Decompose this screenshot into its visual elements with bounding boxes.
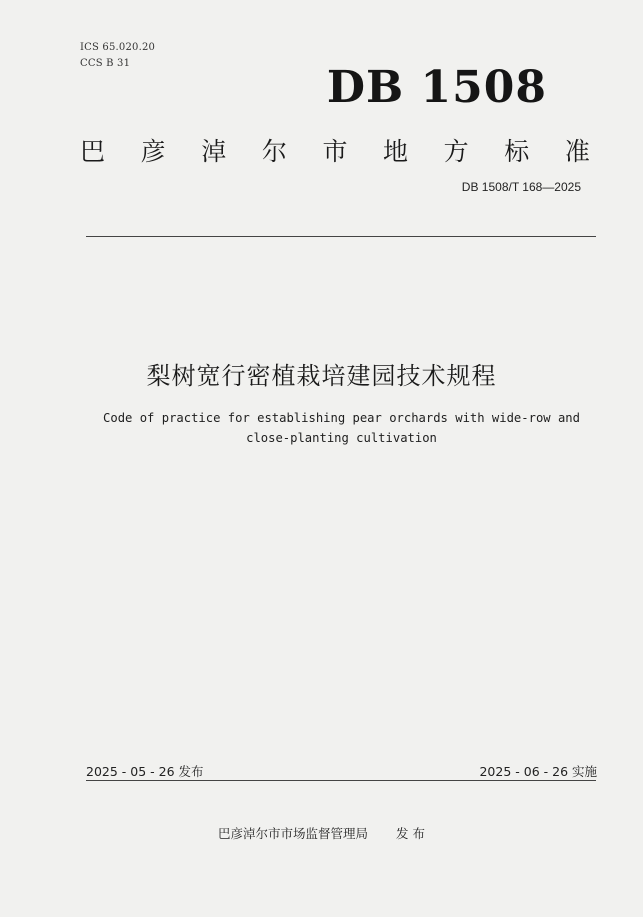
- issue-date: 2025 - 05 - 26 发布: [86, 764, 204, 779]
- standard-number: DB 1508/T 168—2025: [461, 180, 581, 194]
- publisher-name: 巴彦淖尔市市场监督管理局: [218, 826, 369, 841]
- standard-category-char: 巴: [80, 137, 106, 166]
- publisher-line: [0, 824, 643, 842]
- document-title-en-line: Code of practice for establishing pear orchards with wide-row and: [103, 411, 580, 425]
- effective-date: 2025 - 06 - 26 实施: [479, 764, 597, 779]
- standard-category-char: 尔: [261, 137, 287, 166]
- standard-category-char: 地: [383, 137, 409, 166]
- footer-divider: [86, 780, 596, 781]
- document-title-en: [60, 408, 623, 448]
- standard-category-char: 标: [504, 137, 530, 166]
- standard-category-char: 彦: [140, 137, 166, 166]
- standard-category-char: 方: [443, 137, 469, 166]
- ics-code: ICS 65.020.20: [80, 42, 156, 53]
- document-title-zh: 梨树宽行密植栽培建园技术规程: [146, 362, 497, 390]
- standard-code-logo: DB 1508: [326, 62, 547, 113]
- standard-category-char: 准: [564, 137, 590, 166]
- header-divider: [86, 236, 596, 237]
- standard-category-char: 淖: [201, 137, 227, 166]
- standard-category-char: 市: [322, 137, 348, 166]
- ccs-code: CCS B 31: [80, 58, 131, 69]
- standard-category-name: [80, 132, 590, 168]
- publisher-action: 发 布: [396, 826, 425, 841]
- document-title-en-line: close-planting cultivation: [246, 431, 437, 445]
